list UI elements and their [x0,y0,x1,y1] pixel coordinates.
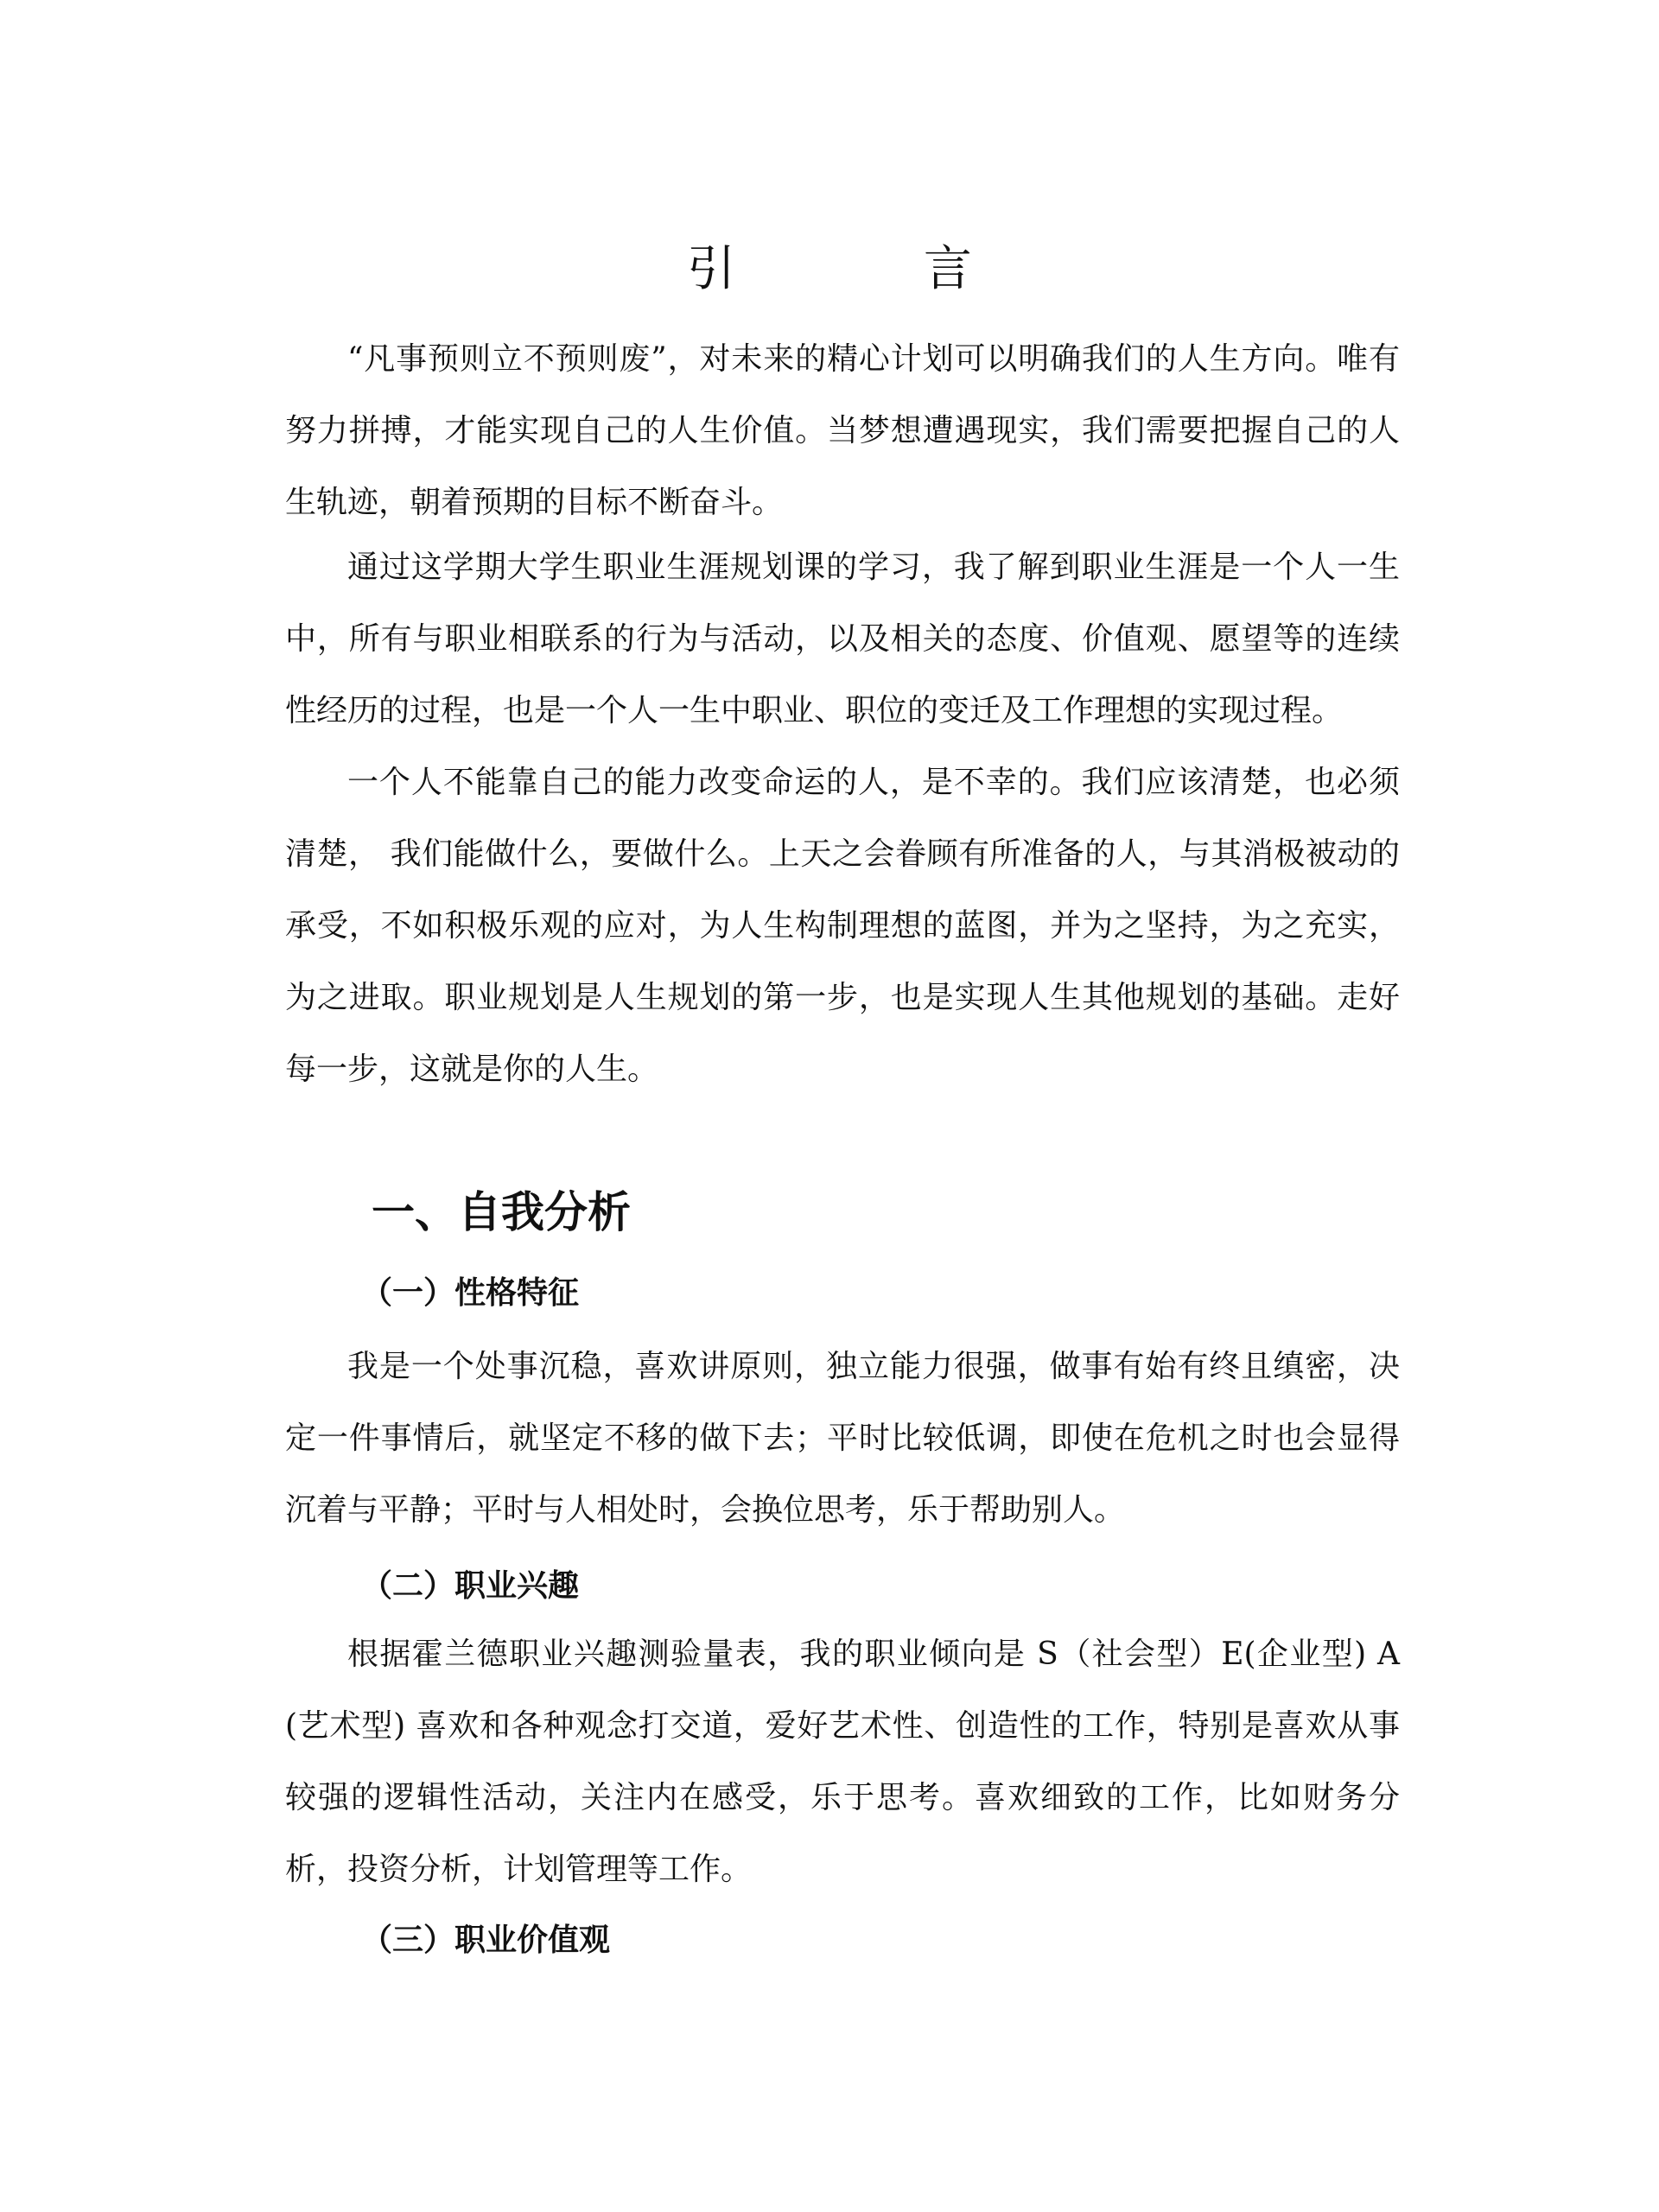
subheading-career-values: （三）职业价值观 [361,1922,611,1958]
career-interest-paragraph: 根据霍兰德职业兴趣测验量表，我的职业倾向是 S（社会型）E(企业型) A(艺术型) 喜欢和各种观念打交道，爱好艺术性、创造性的工作，特别是喜欢从事较强的逻辑性活动，关注内在感受，乐于思考。喜欢细致的工作，比如财务分析，投资分析，计划管理等工作。 [285,1637,1400,1887]
personality-paragraph: 我是一个处事沉稳，喜欢讲原则，独立能力很强，做事有始有终且缜密，决定一件事情后，就坚定不移的做下去；平时比较低调，即使在危机之时也会显得沉着与平静；平时与人相处时，会换位思考，乐于帮助别人。 [285,1349,1400,1528]
subheading-personality: （一）性格特征 [361,1274,580,1311]
intro-paragraph-2: 通过这学期大学生职业生涯规划课的学习，我了解到职业生涯是一个人一生中，所有与职业相联系的行为与活动，以及相关的态度、价值观、愿望等的连续性经历的过程，也是一个人一生中职业、职位的变迁及工作理想的实现过程。 [285,550,1400,728]
intro-paragraph-1: “凡事预则立不预则废”，对未来的精心计划可以明确我们的人生方向。唯有努力拼搏，才能实现自己的人生价值。当梦想遭遇现实，我们需要把握自己的人生轨迹，朝着预期的目标不断奋斗。 [285,341,1400,520]
subheading-career-interest: （二）职业兴趣 [361,1567,580,1604]
section-heading-self-analysis: 一、自我分析 [372,1186,631,1237]
page-title: 引 言 [687,241,1058,297]
intro-paragraph-3: 一个人不能靠自己的能力改变命运的人，是不幸的。我们应该清楚，也必须清楚， 我们能做什么，要做什么。上天之会眷顾有所准备的人，与其消极被动的承受，不如积极乐观的应对，为人生构制理想的蓝图，并为之坚持，为之充实，为之进取。职业规划是人生规划的第一步，也是实现人生其他规划的基础。走好每一步，这就是你的人生。 [285,765,1400,1087]
